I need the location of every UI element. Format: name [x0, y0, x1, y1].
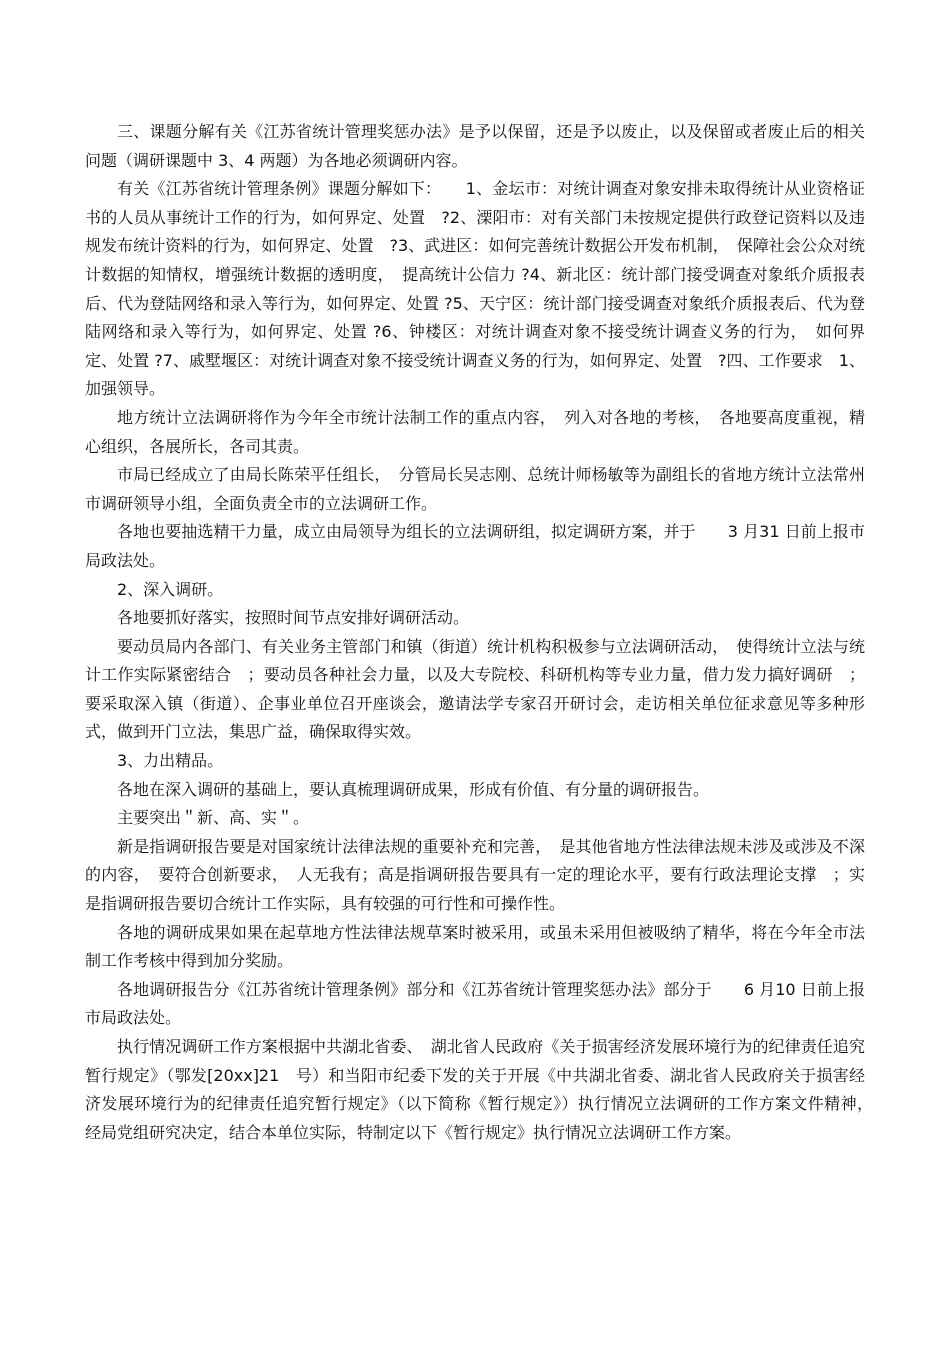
paragraph-leading-group: 市局已经成立了由局长陈荣平任组长， 分管局长吴志刚、总统计师杨敏等为副组长的省地方统计立法常州市调研领导小组，全面负责全市的立法调研工作。 — [85, 465, 865, 513]
paragraph-mobilization: 要动员局内各部门、有关业务主管部门和镇（街道）统计机构积极参与立法调研活动， 使得统计立法与统计工作实际紧密结合 ；要动员各种社会力量，以及大专院校、科研机构等专业力量，借力发力搞好调研 ；要采取深入镇（街道）、企事业单位召开座谈会，邀请法学专家召开研讨会，走访相关单位征求意见等多种形式，做到开门立法，集思广益，确保取得实效。 — [85, 636, 865, 742]
paragraph-rewards: 各地的调研成果如果在起草地方性法律法规草案时被采用，或虽未采用但被吸纳了精华，将在今年全市法制工作考核中得到加分奖励。 — [85, 922, 865, 971]
paragraph-heading-deep-research: 2、深入调研。 — [117, 579, 224, 599]
paragraph-research-team: 各地也要抽选精干力量，成立由局领导为组长的立法调研组，拟定调研方案，并于 3 月31 日前上报市局政法处。 — [85, 522, 865, 570]
paragraph-execution-plan: 执行情况调研工作方案根据中共湖北省委、 湖北省人民政府《关于损害经济发展环境行为的纪律责任追究暂行规定》（鄂发[20xx]21 号）和当阳市纪委下发的关于开展《中共湖北省委、湖北省人民政府关于损害经济发展环境行为的纪律责任追究暂行规定》（以下简称《暂行规定》）执行情况立法调研的工作方案文件精神， 经局党组研究决定，结合本单位实际，特制定以下《暂行规定》执行情况立法调研工作方案。 — [85, 1037, 882, 1142]
paragraph-new-high-real: 新是指调研报告要是对国家统计法律法规的重要补充和完善， 是其他省地方性法律法规未涉及或涉及不深的内容， 要符合创新要求， 人无我有；高是指调研报告要具有一定的理论水平，要有行政法理论支撑 ；实是指调研报告要切合统计工作实际，具有较强的可行性和可操作性。 — [85, 836, 865, 914]
document-body — [85, 118, 882, 1147]
paragraph-research-report: 各地在深入调研的基础上，要认真梳理调研成果，形成有价值、有分量的调研报告。 — [117, 779, 710, 799]
paragraph-heading-quality: 3、力出精品。 — [117, 751, 224, 771]
paragraph-report-deadline: 各地调研报告分《江苏省统计管理条例》部分和《江苏省统计管理奖惩办法》部分于 6 月10 日前上报市局政法处。 — [85, 979, 865, 1028]
paragraph-highlights: 主要突出＂新、高、实＂。 — [117, 808, 310, 828]
paragraph-key-work: 地方统计立法调研将作为今年全市统计法制工作的重点内容， 列入对各地的考核， 各地要高度重视，精心组织，各展所长，各司其责。 — [85, 407, 865, 456]
paragraph-topic-breakdown: 有关《江苏省统计管理条例》课题分解如下： 1、金坛市：对统计调查对象安排未取得统计从业资格证书的人员从事统计工作的行为，如何界定、处置 ?2、溧阳市：对有关部门未按规定提供行政登记资料以及违规发布统计资料的行为，如何界定、处置 ?3、武进区：如何完善统计数据公开发布机制， 保障社会公众对统计数据的知情权，增强统计数据的透明度， 提高统计公信力 ?4、新北区：统计部门接受调查对象纸介质报表后、代为登陆网络和录入等行为，如何界定、处置 ?5、天宁区：统计部门接受调查对象纸介质报表后、代为登陆网络和录入等行为，如何界定、处置 ?6、钟楼区：对统计调查对象不接受统计调查义务的行为， 如何界定、处置 ?7、戚墅堰区：对统计调查对象不接受统计调查义务的行为，如何界定、处置 ?四、工作要求 1、加强领导。 — [85, 179, 865, 399]
paragraph-implementation: 各地要抓好落实，按照时间节点安排好调研活动。 — [117, 608, 470, 628]
paragraph-section-three: 三、课题分解有关《江苏省统计管理奖惩办法》是予以保留，还是予以废止，以及保留或者废止后的相关问题（调研课题中 3、4 两题）为各地必须调研内容。 — [85, 122, 865, 170]
